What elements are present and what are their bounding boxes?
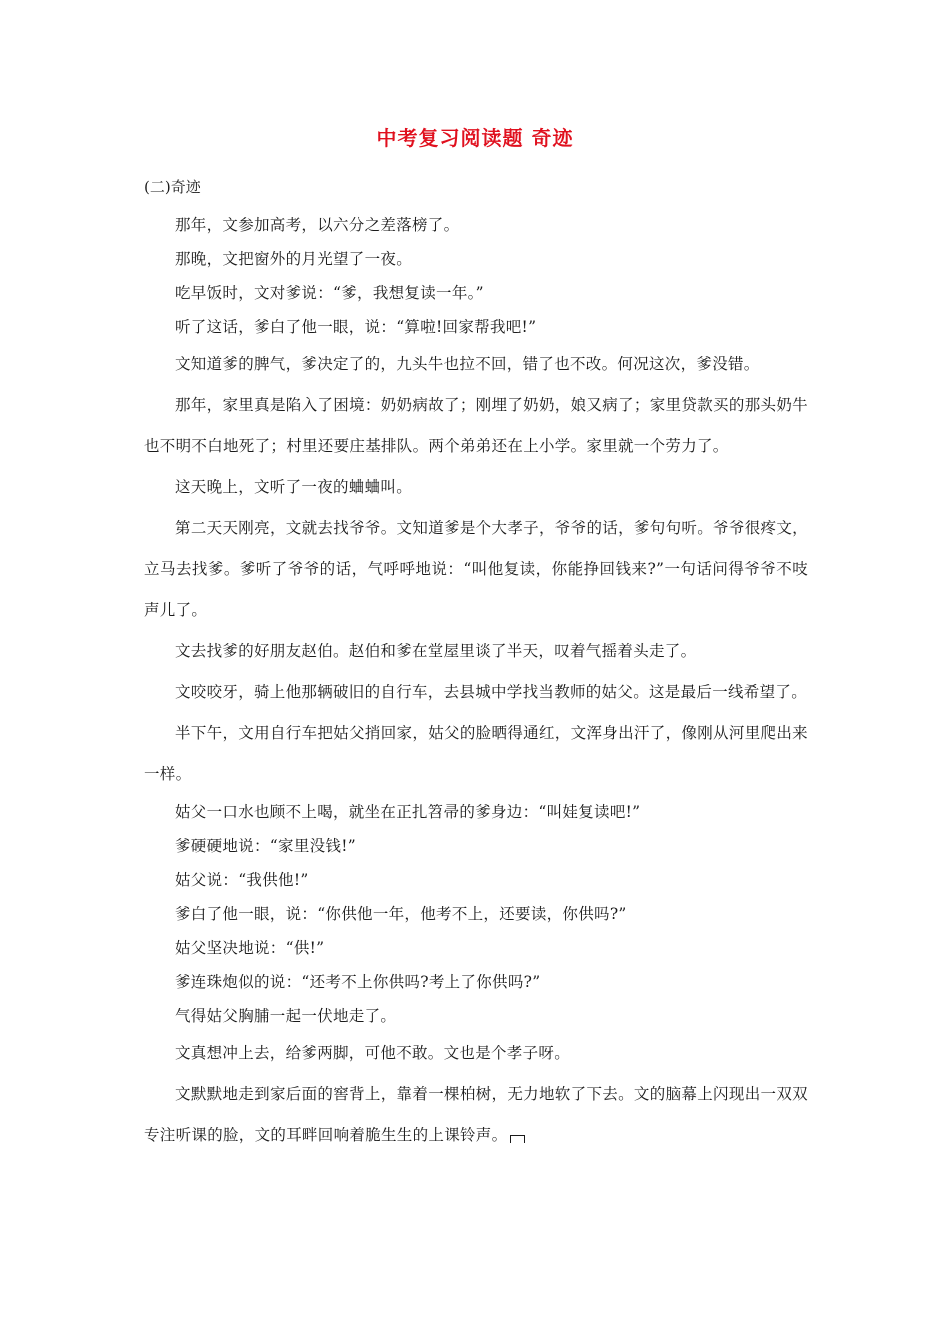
paragraph: 吃早饭时，文对爹说：“爹，我想复读一年。” [175,284,484,302]
paragraph: 姑父一口水也顾不上喝，就坐在正扎笤帚的爹身边：“叫娃复读吧!” [175,803,641,821]
paragraph: 爹白了他一眼，说：“你供他一年，他考不上，还要读，你供吗?” [175,905,627,923]
paragraph: 第二天天刚亮，文就去找爷爷。文知道爹是个大孝子，爷爷的话，爹句句听。爷爷很疼文，立马去找爹。爹听了爷爷的话，气呼呼地说：“叫他复读，你能挣回钱来?”一句话问得爷爷不吱声儿了。 [144,519,808,619]
section-label: (二)奇迹 [144,178,201,196]
paragraph: 文知道爹的脾气，爹决定了的，九头牛也拉不回，错了也不改。何况这次，爹没错。 [175,355,760,373]
paragraph-text: 文默默地走到家后面的窖背上，靠着一棵柏树，无力地软了下去。文的脑幕上闪现出一双双专注听课的脸，文的耳畔回响着脆生生的上课铃声。 [144,1085,808,1144]
paragraph: 那晚，文把窗外的月光望了一夜。 [175,250,413,268]
article-body [144,208,808,1156]
text-end-mark-icon [510,1135,525,1143]
paragraph: 那年，家里真是陷入了困境：奶奶病故了；刚埋了奶奶，娘又病了；家里贷款买的那头奶牛也不明不白地死了；村里还要庄基排队。两个弟弟还在上小学。家里就一个劳力了。 [144,396,808,455]
paragraph: 爹连珠炮似的说：“还考不上你供吗?考上了你供吗?” [175,973,541,991]
paragraph: 姑父坚决地说：“供!” [175,939,325,957]
paragraph: 文真想冲上去，给爹两脚，可他不敢。文也是个孝子呀。 [175,1044,571,1062]
paragraph: 气得姑父胸脯一起一伏地走了。 [175,1007,397,1025]
last-paragraph [144,1074,808,1156]
paragraph: 那年，文参加高考，以六分之差落榜了。 [175,216,460,234]
paragraph: 文咬咬牙，骑上他那辆破旧的自行车，去县城中学找当教师的姑父。这是最后一线希望了。 [175,683,808,701]
paragraph: 文去找爹的好朋友赵伯。赵伯和爹在堂屋里谈了半天，叹着气摇着头走了。 [175,642,697,660]
document-title: 中考复习阅读题 奇迹 [376,126,574,150]
paragraph: 爹硬硬地说：“家里没钱!” [175,837,356,855]
paragraph: 半下午，文用自行车把姑父捎回家，姑父的脸晒得通红，文浑身出汗了，像刚从河里爬出来一样。 [144,724,808,783]
paragraph: 姑父说：“我供他!” [175,871,309,889]
paragraph: 这天晚上，文听了一夜的蛐蛐叫。 [175,478,413,496]
paragraph: 听了这话，爹白了他一眼，说：“算啦!回家帮我吧!” [175,318,537,336]
